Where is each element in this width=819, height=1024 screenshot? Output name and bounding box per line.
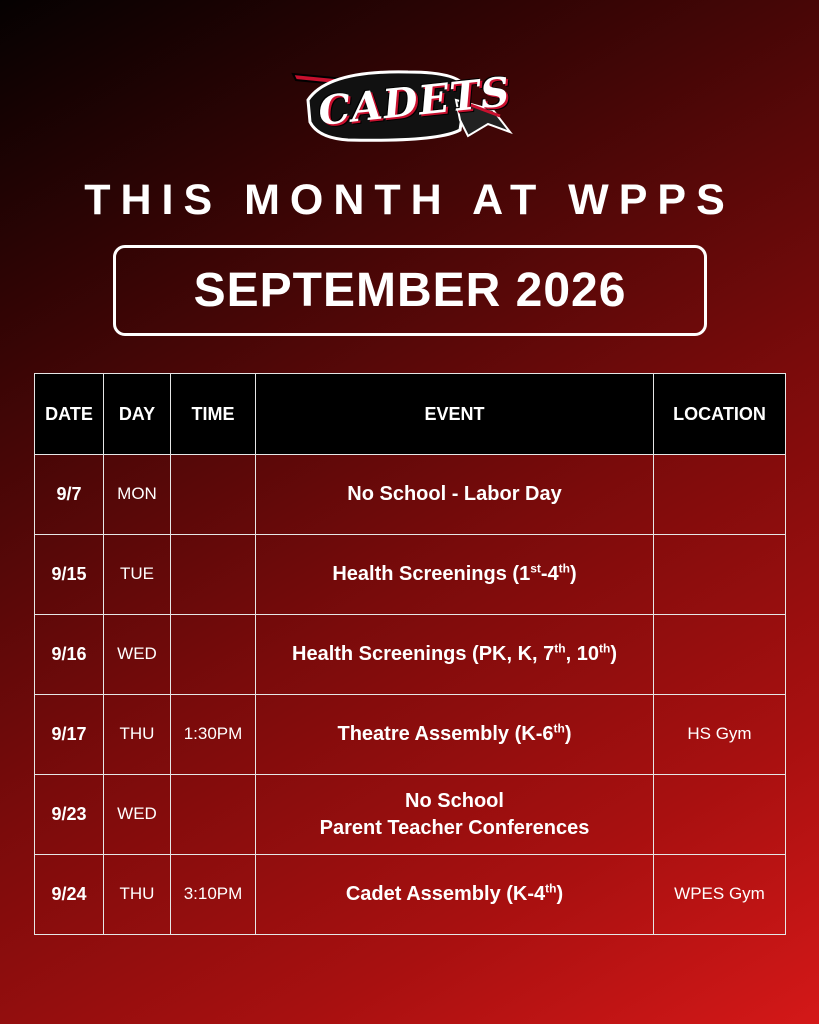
row-event bbox=[256, 855, 654, 935]
row-event bbox=[256, 695, 654, 775]
event-sup: th bbox=[553, 721, 565, 736]
event-sup: th bbox=[554, 641, 566, 656]
month-label: SEPTEMBER 2026 bbox=[193, 264, 627, 317]
event-text: Theatre Assembly (K-6 bbox=[337, 723, 554, 745]
row-day: THU bbox=[104, 855, 171, 935]
row-time bbox=[171, 775, 256, 855]
row-location bbox=[654, 615, 786, 695]
row-time: 1:30PM bbox=[171, 695, 256, 775]
table-row bbox=[35, 535, 786, 615]
event-line: Parent Teacher Conferences bbox=[319, 816, 590, 839]
row-event bbox=[256, 615, 654, 695]
row-location bbox=[654, 455, 786, 535]
row-day: TUE bbox=[104, 535, 171, 615]
row-date: 9/16 bbox=[35, 615, 104, 695]
row-location bbox=[654, 775, 786, 855]
event-sup: th bbox=[545, 881, 557, 896]
event-text: -4 bbox=[540, 563, 559, 585]
table-row bbox=[35, 615, 786, 695]
row-day: THU bbox=[104, 695, 171, 775]
row-location bbox=[654, 535, 786, 615]
row-event: No School - Labor Day bbox=[256, 455, 654, 535]
row-location: WPES Gym bbox=[654, 855, 786, 935]
events-table bbox=[34, 373, 786, 935]
event-text: Health Screenings (PK, K, 7 bbox=[292, 643, 555, 665]
event-text: Health Screenings (1 bbox=[332, 563, 531, 585]
row-day: MON bbox=[104, 455, 171, 535]
table-row bbox=[35, 455, 786, 535]
event-text: ) bbox=[569, 563, 577, 585]
header-date: DATE bbox=[35, 374, 104, 455]
month-banner bbox=[113, 245, 707, 336]
event-line: No School bbox=[405, 789, 504, 812]
header-event: EVENT bbox=[256, 374, 654, 455]
table-row bbox=[35, 775, 786, 855]
row-event bbox=[256, 535, 654, 615]
header-time: TIME bbox=[171, 374, 256, 455]
row-time bbox=[171, 615, 256, 695]
header-day: DAY bbox=[104, 374, 171, 455]
event-text: Cadet Assembly (K-4 bbox=[345, 883, 546, 905]
row-event bbox=[256, 775, 654, 855]
row-location: HS Gym bbox=[654, 695, 786, 775]
cadets-logo bbox=[288, 60, 518, 156]
logo-wordmark: CADETS bbox=[316, 68, 513, 135]
row-date: 9/24 bbox=[35, 855, 104, 935]
row-date: 9/23 bbox=[35, 775, 104, 855]
row-date: 9/15 bbox=[35, 535, 104, 615]
table-row bbox=[35, 695, 786, 775]
event-text: ) bbox=[556, 883, 564, 905]
header-location: LOCATION bbox=[654, 374, 786, 455]
row-date: 9/7 bbox=[35, 455, 104, 535]
event-sup: th bbox=[598, 641, 611, 656]
page-title: THIS MONTH AT WPPS bbox=[84, 176, 735, 224]
row-day: WED bbox=[104, 615, 171, 695]
row-time bbox=[171, 535, 256, 615]
row-day: WED bbox=[104, 775, 171, 855]
row-time: 3:10PM bbox=[171, 855, 256, 935]
event-sup: th bbox=[558, 561, 570, 576]
event-sup: st bbox=[530, 561, 541, 576]
event-text: , 10 bbox=[565, 643, 599, 665]
table-row bbox=[35, 855, 786, 935]
event-text: ) bbox=[610, 643, 617, 665]
event-text: ) bbox=[564, 723, 572, 745]
row-date: 9/17 bbox=[35, 695, 104, 775]
table-header-row bbox=[35, 374, 786, 455]
row-time bbox=[171, 455, 256, 535]
